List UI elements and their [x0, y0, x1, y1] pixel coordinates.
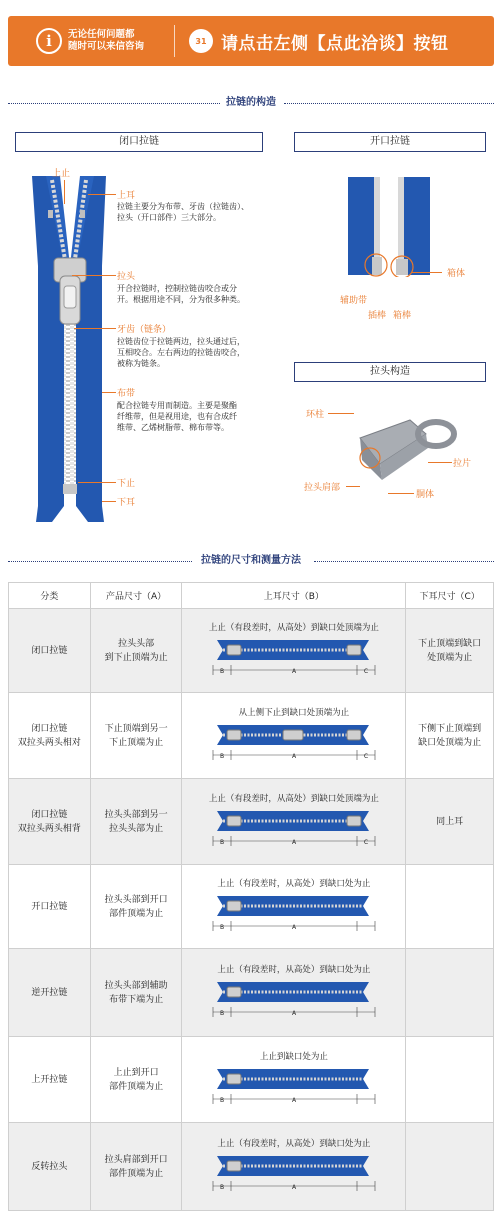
zipper-dimension-diagram: [209, 807, 379, 851]
slider-structure-label: 拉头构造: [294, 362, 486, 382]
type-cell: 逆开拉链: [9, 949, 91, 1037]
dimension-label: B: [219, 923, 224, 931]
banner-right-text: 请点击左侧【点此洽谈】按钮: [221, 33, 449, 54]
box-pin-label: 箱棒: [393, 311, 412, 321]
leader-line: [412, 272, 442, 273]
top-stop-label: 上止: [52, 169, 71, 179]
leader-line: [78, 482, 116, 483]
lower-ear-cell: [406, 865, 494, 949]
upper-ear-cell: [182, 693, 406, 779]
dimension-label: C: [363, 667, 368, 675]
type-cell: 闭口拉链 双拉头两头相背: [9, 779, 91, 865]
body-label: 胴体: [416, 490, 435, 500]
col-header: 分类: [9, 583, 91, 609]
upper-ear-cell: [182, 949, 406, 1037]
dimension-label: A: [291, 1009, 296, 1017]
zipper-dimension-diagram: [209, 1152, 379, 1196]
dimension-label: A: [291, 1096, 296, 1104]
measure-caption: 上止到缺口处为止: [259, 1051, 328, 1062]
dimension-label: A: [291, 838, 296, 846]
dimension-label: B: [219, 1183, 224, 1191]
dimension-label: B: [219, 752, 224, 760]
pull-tab-label: 拉片: [453, 459, 472, 469]
product-size-cell: 拉头肩部到开口 部件顶端为止: [90, 1123, 182, 1211]
zipper-dimension-diagram: [209, 1065, 379, 1109]
open-zipper-label: 开口拉链: [294, 132, 486, 152]
table-row: [9, 779, 494, 865]
shoulder-label: 拉头肩部: [304, 483, 341, 493]
teeth-label: 牙齿（链条）: [117, 325, 172, 335]
table-row: [9, 949, 494, 1037]
upper-ear-cell: [182, 1037, 406, 1123]
lower-ear-cell: [406, 949, 494, 1037]
product-size-cell: 拉头头部到另一 拉头头部为止: [90, 779, 182, 865]
upper-ear-cell: [182, 609, 406, 693]
dimension-label: C: [363, 752, 368, 760]
table-row: [9, 865, 494, 949]
closed-zipper-label: 闭口拉链: [15, 132, 263, 152]
measure-caption: 上止（有段差时，从高处）到缺口处顶端为止: [208, 793, 379, 804]
product-size-cell: 拉头头部 到下止顶端为止: [90, 609, 182, 693]
info-icon: i: [36, 28, 62, 54]
lower-ear-cell: [406, 1123, 494, 1211]
table-row: [9, 609, 494, 693]
leader-line: [328, 413, 354, 414]
dimension-label: A: [291, 752, 296, 760]
zipper-dimension-diagram: [209, 721, 379, 765]
slider-desc: 开合拉链时，控制拉链齿咬合或分 开。根据用途不同，分为很多种类。: [117, 284, 245, 304]
lower-ear-cell: 同上耳: [406, 779, 494, 865]
col-header: 产品尺寸（A）: [90, 583, 182, 609]
measurement-table: [8, 582, 494, 1211]
zipper-dimension-diagram: [209, 978, 379, 1022]
open-zipper-illustration: [346, 177, 436, 277]
table-header-row: [9, 583, 494, 609]
dimension-label: A: [291, 667, 296, 675]
dimension-label: B: [219, 1096, 224, 1104]
upper-ear-cell: [182, 1123, 406, 1211]
product-size-cell: 拉头头部到开口 部件顶端为止: [90, 865, 182, 949]
lower-ear-cell: [406, 1037, 494, 1123]
section-title-measurement: 拉链的尺寸和测量方法: [8, 554, 494, 568]
dimension-label: B: [219, 667, 224, 675]
measure-caption: 从上侧下止到缺口处顶端为止: [238, 707, 350, 718]
leader-line: [88, 194, 116, 195]
pin-label: 插棒: [368, 311, 387, 321]
measure-caption: 上止（有段差时，从高处）到缺口处为止: [217, 878, 371, 889]
banner-left-text: 无论任何问题都 随时可以来信咨询: [68, 29, 145, 52]
dimension-label: A: [291, 1183, 296, 1191]
closed-zipper-illustration: [30, 166, 110, 528]
dimension-label: B: [219, 1009, 224, 1017]
bottom-stop-label: 下止: [117, 479, 136, 489]
col-header: 下耳尺寸（C）: [406, 583, 494, 609]
upper-ear-cell: [182, 865, 406, 949]
type-cell: 开口拉链: [9, 865, 91, 949]
section-title-structure: 拉链的构造: [8, 96, 494, 110]
table-row: [9, 1123, 494, 1211]
col-header: 上耳尺寸（B）: [182, 583, 406, 609]
slider-structure-illustration: [350, 400, 460, 490]
banner-divider: [174, 25, 175, 57]
slider-label: 拉头: [117, 272, 136, 282]
zipper-dimension-diagram: [209, 636, 379, 680]
box-label: 箱体: [447, 269, 466, 279]
measure-caption: 上止（有段差时，从高处）到缺口处为止: [217, 964, 371, 975]
leader-line: [102, 501, 116, 502]
table-row: [9, 693, 494, 779]
ring-label: 环柱: [306, 410, 325, 420]
product-size-cell: 下止顶端到另一 下止顶端为止: [90, 693, 182, 779]
lower-ear-cell: 下侧下止顶端到 缺口处顶端为止: [406, 693, 494, 779]
upper-ear-label: 上耳: [117, 191, 136, 201]
table-row: [9, 1037, 494, 1123]
type-cell: 闭口拉链: [9, 609, 91, 693]
upper-ear-cell: [182, 779, 406, 865]
type-cell: 上开拉链: [9, 1037, 91, 1123]
tape-desc: 配合拉链专用而制造。主要是聚酯 纤维带，但是视用途，也有合成纤 维带、乙烯树脂带、棉布带等。: [117, 401, 237, 432]
leader-line: [102, 392, 116, 393]
product-size-cell: 上止到开口 部件顶端为止: [90, 1037, 182, 1123]
leader-line: [74, 328, 116, 329]
leader-line: [72, 275, 116, 276]
upper-ear-desc: 拉链主要分为布带、牙齿（拉链齿）、 拉头（开口部件）三大部分。: [117, 202, 249, 222]
leader-line: [388, 493, 414, 494]
leader-line: [64, 180, 65, 204]
measure-caption: 上止（有段差时，从高处）到缺口处为止: [217, 1138, 371, 1149]
lower-ear-label: 下耳: [117, 498, 136, 508]
aux-tape-label: 辅助带: [340, 296, 368, 306]
lower-ear-cell: 下止顶端到缺口 处顶端为止: [406, 609, 494, 693]
dimension-label: B: [219, 838, 224, 846]
type-cell: 反转拉头: [9, 1123, 91, 1211]
tape-label: 布带: [117, 389, 136, 399]
zipper-dimension-diagram: [209, 892, 379, 936]
leader-line: [428, 462, 452, 463]
teeth-desc: 拉链齿位于拉链两边，拉头通过后， 互相咬合。左右两边的拉链齿咬合， 被称为链条。: [117, 337, 245, 368]
chat-icon: 31: [189, 29, 213, 53]
dimension-label: C: [363, 838, 368, 846]
measure-caption: 上止（有段差时，从高处）到缺口处顶端为止: [208, 622, 379, 633]
leader-line: [346, 486, 360, 487]
consult-banner[interactable]: [8, 16, 494, 66]
dimension-label: A: [291, 923, 296, 931]
type-cell: 闭口拉链 双拉头两头相对: [9, 693, 91, 779]
product-size-cell: 拉头头部到辅助 布带下端为止: [90, 949, 182, 1037]
